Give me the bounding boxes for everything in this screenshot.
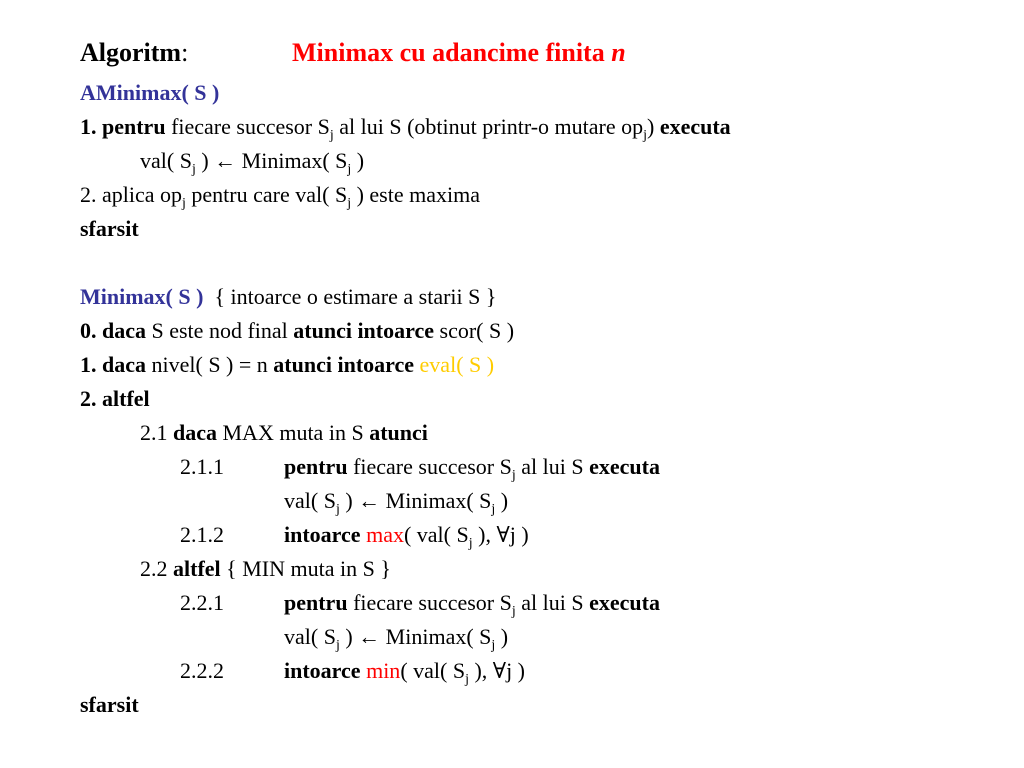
step-number: 2.2.2 bbox=[180, 658, 224, 683]
text: { MIN muta in S } bbox=[226, 556, 391, 581]
keyword: pentru bbox=[284, 590, 348, 615]
text: ) bbox=[647, 114, 655, 139]
text: ( val( S bbox=[403, 522, 469, 547]
text: ) bbox=[500, 488, 509, 513]
aminimax-line-3 bbox=[80, 182, 480, 211]
keyword: pentru bbox=[102, 114, 166, 139]
text: ) ← Minimax( S bbox=[345, 624, 492, 649]
minimax-step-2-2 bbox=[140, 556, 391, 582]
subscript: j bbox=[182, 196, 186, 211]
text: al lui S bbox=[521, 454, 584, 479]
text: val( S bbox=[284, 624, 336, 649]
title-label: Algoritm bbox=[80, 38, 182, 67]
text: pentru care val( S bbox=[191, 182, 348, 207]
subscript: j bbox=[335, 502, 340, 517]
subscript: j bbox=[465, 672, 469, 687]
keyword: pentru bbox=[284, 454, 348, 479]
function-name: Minimax( S ) bbox=[80, 284, 204, 309]
text: val( S bbox=[284, 488, 336, 513]
subscript: j bbox=[511, 468, 516, 483]
minimax-header bbox=[80, 284, 496, 310]
step-number: 2.1.2 bbox=[180, 522, 224, 547]
text: nivel( S ) = n bbox=[151, 352, 268, 377]
keyword: atunci intoarce bbox=[273, 352, 415, 377]
subscript: j bbox=[347, 162, 352, 177]
text: scor( S ) bbox=[439, 318, 515, 343]
subscript: j bbox=[329, 128, 334, 143]
text: ), ∀j ) bbox=[478, 522, 529, 547]
text: ) bbox=[356, 148, 365, 173]
aminimax-line-2 bbox=[140, 148, 365, 177]
slide-title bbox=[80, 38, 626, 68]
keyword: atunci intoarce bbox=[293, 318, 435, 343]
subscript: j bbox=[491, 638, 496, 653]
text: 2. aplica op bbox=[80, 182, 183, 207]
minimax-step-2 bbox=[80, 386, 150, 412]
text: ) este maxima bbox=[356, 182, 480, 207]
step-number: 2.1.1 bbox=[180, 454, 224, 479]
keyword: daca bbox=[102, 318, 146, 343]
text: al lui S bbox=[521, 590, 584, 615]
subscript: j bbox=[511, 604, 516, 619]
min-function: min bbox=[366, 658, 401, 683]
aminimax-header: AMinimax( S ) bbox=[80, 80, 220, 105]
aminimax-end: sfarsit bbox=[80, 216, 139, 241]
minimax-step-2-2-1-body bbox=[284, 624, 509, 653]
text: val( S bbox=[140, 148, 192, 173]
step-number: 2. bbox=[80, 386, 97, 411]
step-number: 1. bbox=[80, 352, 97, 377]
minimax-step-2-1 bbox=[140, 420, 428, 446]
text: ( val( S bbox=[400, 658, 466, 683]
step-number: 2.1 bbox=[140, 420, 168, 445]
keyword: intoarce bbox=[284, 658, 361, 683]
minimax-step-0 bbox=[80, 318, 514, 344]
text: MAX muta in S bbox=[222, 420, 364, 445]
text: fiecare succesor S bbox=[353, 454, 512, 479]
title-main-text: Minimax cu adancime finita bbox=[292, 38, 605, 67]
title-var: n bbox=[611, 38, 626, 67]
aminimax-line-1 bbox=[80, 114, 731, 143]
eval-call: eval( S ) bbox=[419, 352, 495, 377]
minimax-step-1 bbox=[80, 352, 494, 378]
subscript: j bbox=[491, 502, 496, 517]
title-colon: : bbox=[181, 38, 189, 67]
keyword: altfel bbox=[173, 556, 221, 581]
keyword: executa bbox=[659, 114, 731, 139]
subscript: j bbox=[468, 536, 473, 551]
subscript: j bbox=[643, 128, 647, 143]
step-body bbox=[284, 454, 660, 483]
keyword: intoarce bbox=[284, 522, 361, 547]
text: ) ← Minimax( S bbox=[201, 148, 348, 173]
step-body bbox=[284, 658, 526, 687]
minimax-end: sfarsit bbox=[80, 692, 139, 717]
step-number: 2.2 bbox=[140, 556, 168, 581]
subscript: j bbox=[191, 162, 196, 177]
text: ), ∀j ) bbox=[474, 658, 526, 683]
subscript: j bbox=[335, 638, 340, 653]
keyword: executa bbox=[589, 590, 660, 615]
step-body bbox=[284, 590, 660, 619]
keyword: altfel bbox=[102, 386, 150, 411]
keyword: daca bbox=[102, 352, 146, 377]
step-number: 2.2.1 bbox=[180, 590, 224, 615]
text: fiecare succesor S bbox=[171, 114, 330, 139]
title-main bbox=[292, 38, 626, 68]
step-body bbox=[284, 522, 529, 551]
text: fiecare succesor S bbox=[353, 590, 512, 615]
step-number: 0. bbox=[80, 318, 97, 343]
text: S este nod final bbox=[151, 318, 288, 343]
keyword: atunci bbox=[369, 420, 428, 445]
text: ) bbox=[500, 624, 509, 649]
max-function: max bbox=[366, 522, 404, 547]
keyword: executa bbox=[589, 454, 660, 479]
text: al lui S (obtinut printr-o mutare op bbox=[339, 114, 644, 139]
text: ) ← Minimax( S bbox=[345, 488, 492, 513]
subscript: j bbox=[347, 196, 352, 211]
keyword: daca bbox=[173, 420, 217, 445]
step-number: 1. bbox=[80, 114, 97, 139]
minimax-step-2-1-1-body bbox=[284, 488, 509, 517]
comment: { intoarce o estimare a starii S } bbox=[214, 284, 497, 309]
